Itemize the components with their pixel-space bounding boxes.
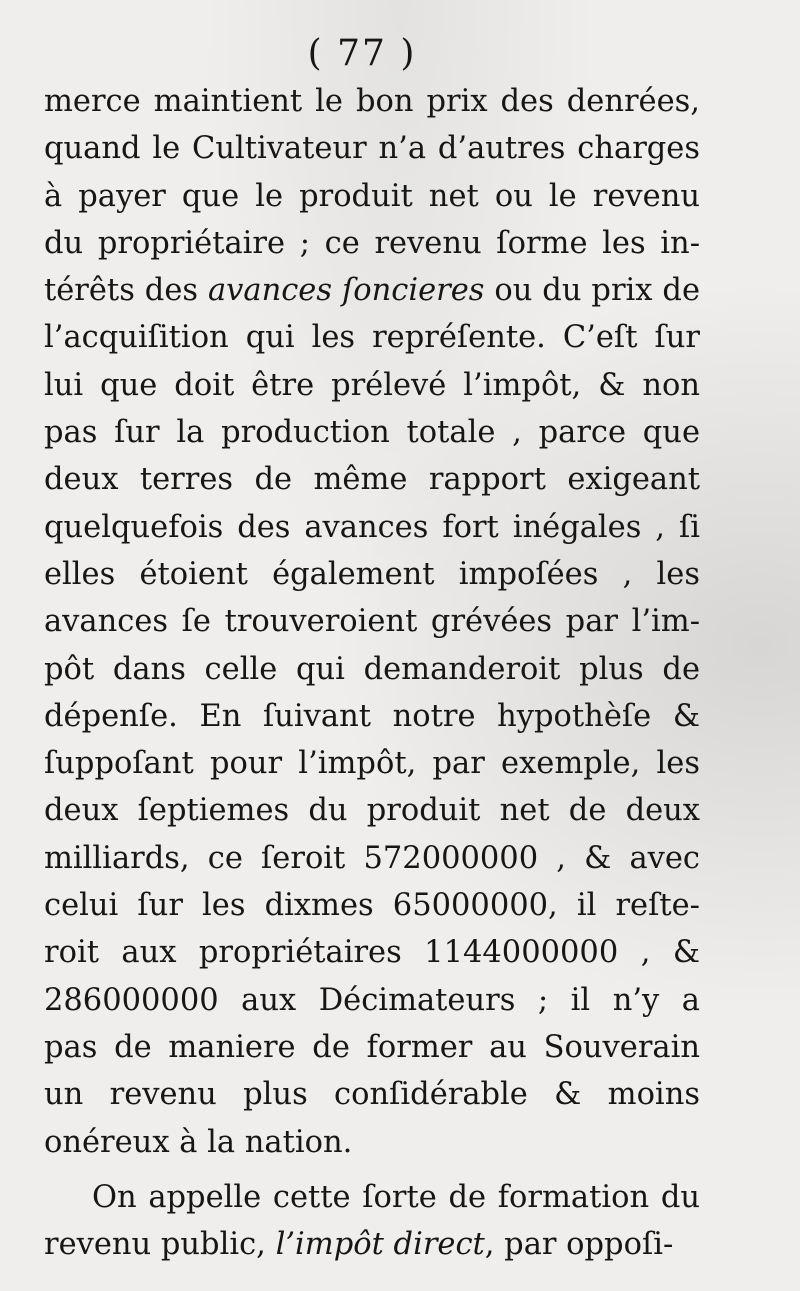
text-line — [44, 929, 700, 976]
text-line — [44, 314, 700, 361]
text-line — [44, 1119, 700, 1166]
text-run: deux terres de même rapport exigeant — [44, 462, 700, 498]
page-number: ( 77 ) — [307, 33, 417, 74]
text-run: On appelle cette ſorte de formation du — [92, 1179, 700, 1215]
text-line — [44, 551, 700, 598]
text-run: ou du prix de — [484, 273, 700, 309]
text-line — [44, 362, 700, 409]
text-run: deux ſeptiemes du produit net de deux — [44, 793, 700, 829]
text-run: du propriétaire ; ce revenu ſorme les in- — [44, 225, 700, 261]
text-line — [44, 1024, 700, 1071]
text-line — [44, 1071, 700, 1118]
text-run: quand le Cultivateur n’a d’autres charges — [44, 131, 700, 167]
text-line — [44, 173, 700, 220]
italic-phrase: avances ſoncieres — [207, 273, 485, 309]
text-run: celui ſur les dixmes 65000000, il reſte- — [44, 888, 700, 924]
text-line — [44, 78, 700, 125]
text-line — [44, 598, 700, 645]
text-line — [44, 787, 700, 834]
text-line — [44, 1174, 700, 1221]
text-line — [44, 456, 700, 503]
text-run: ſuppoſant pour l’impôt, par exemple, les — [44, 746, 700, 782]
text-run: pas de maniere de former au Souverain — [44, 1029, 700, 1065]
text-run: un revenu plus conſidérable & moins — [44, 1077, 700, 1113]
text-run: pas ſur la production totale , parce que — [44, 415, 700, 451]
text-line — [44, 504, 700, 551]
text-line — [44, 409, 700, 456]
text-line — [44, 740, 700, 787]
text-run: térêts des — [44, 273, 208, 309]
text-run: roit aux propriétaires 1144000000 , & — [44, 935, 700, 971]
paragraph — [44, 78, 700, 1166]
text-line — [44, 220, 700, 267]
text-run: merce maintient le bon prix des denrées, — [44, 84, 700, 119]
text-run: , par oppoſi- — [484, 1227, 674, 1263]
text-run: avances ſe trouveroient grévées par l’im- — [44, 604, 700, 640]
text-run: quelquefois des avances fort inégales , ſi — [44, 509, 700, 545]
text-run: pôt dans celle qui demanderoit plus de — [44, 651, 700, 687]
text-line — [44, 693, 700, 740]
text-line — [44, 1221, 700, 1268]
text-run: à payer que le produit net ou le revenu — [44, 178, 700, 214]
text-run: l’acquiſition qui les repréſente. C’eſt ſur — [44, 320, 700, 356]
italic-phrase: l’impôt direct — [275, 1227, 485, 1263]
text-line — [44, 267, 700, 314]
text-run: elles étoient également impoſées , les — [44, 556, 700, 592]
text-run: revenu public, — [44, 1227, 276, 1263]
text-run: dépenſe. En ſuivant notre hypothèſe & — [44, 698, 700, 734]
text-run: 286000000 aux Décimateurs ; il n’y a — [44, 982, 700, 1018]
text-run: lui que doit être prélevé l’impôt, & non — [44, 367, 700, 403]
text-line — [44, 977, 700, 1024]
paragraph — [44, 1174, 700, 1269]
text-line — [44, 835, 700, 882]
text-run: onéreux à la nation. — [44, 1124, 353, 1160]
text-line — [44, 646, 700, 693]
paragraph-gap — [44, 1166, 700, 1174]
text-run: milliards, ce ſeroit 572000000 , & avec — [44, 840, 700, 876]
body-text — [44, 78, 700, 1268]
text-line — [44, 882, 700, 929]
text-line — [44, 125, 700, 172]
